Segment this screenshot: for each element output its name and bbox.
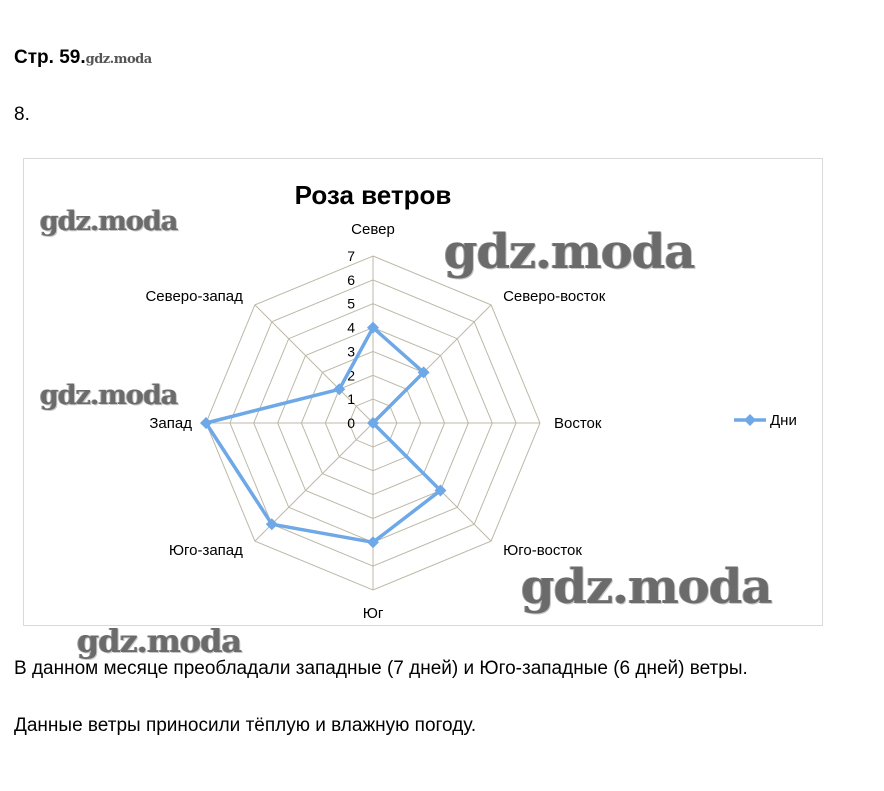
watermark: gdz.moda	[521, 559, 772, 615]
legend-marker	[744, 414, 756, 426]
site-watermark: gdz.moda	[85, 52, 152, 67]
category-label: Северо-запад	[145, 287, 243, 305]
radial-tick-label: 3	[347, 343, 355, 360]
watermark: gdz.moda	[40, 206, 178, 237]
weather-text: Данные ветры приносили тёплую и влажную погоду.	[14, 715, 477, 736]
category-label: Восток	[554, 415, 602, 432]
radial-tick-label: 0	[347, 415, 355, 431]
watermark: gdz.moda	[77, 622, 242, 660]
watermark: gdz.moda	[40, 380, 178, 411]
radial-tick-label: 6	[347, 271, 355, 288]
radial-tick-label: 7	[347, 248, 355, 264]
legend-label: Дни	[770, 412, 797, 429]
category-label: Юг	[362, 605, 384, 622]
category-label: Север	[351, 221, 395, 238]
page-label: Стр. 59.	[14, 47, 86, 68]
radial-tick-label: 5	[347, 295, 355, 312]
radial-tick-label: 1	[347, 391, 355, 408]
chart-title: Роза ветров	[294, 180, 452, 210]
category-label: Юго-запад	[168, 542, 243, 560]
task-number: 8.	[14, 104, 30, 125]
category-label: Северо-восток	[503, 287, 606, 305]
watermark: gdz.moda	[444, 224, 695, 280]
series-line	[206, 328, 441, 543]
category-label: Запад	[149, 415, 192, 432]
page-header	[14, 47, 152, 69]
conclusion-text: В данном месяце преобладали западные (7 дней) и Юго-западные (6 дней) ветры.	[14, 658, 748, 679]
radial-tick-label: 4	[347, 319, 355, 336]
category-label: Юго-восток	[503, 542, 582, 560]
radial-tick-label: 2	[347, 367, 355, 384]
